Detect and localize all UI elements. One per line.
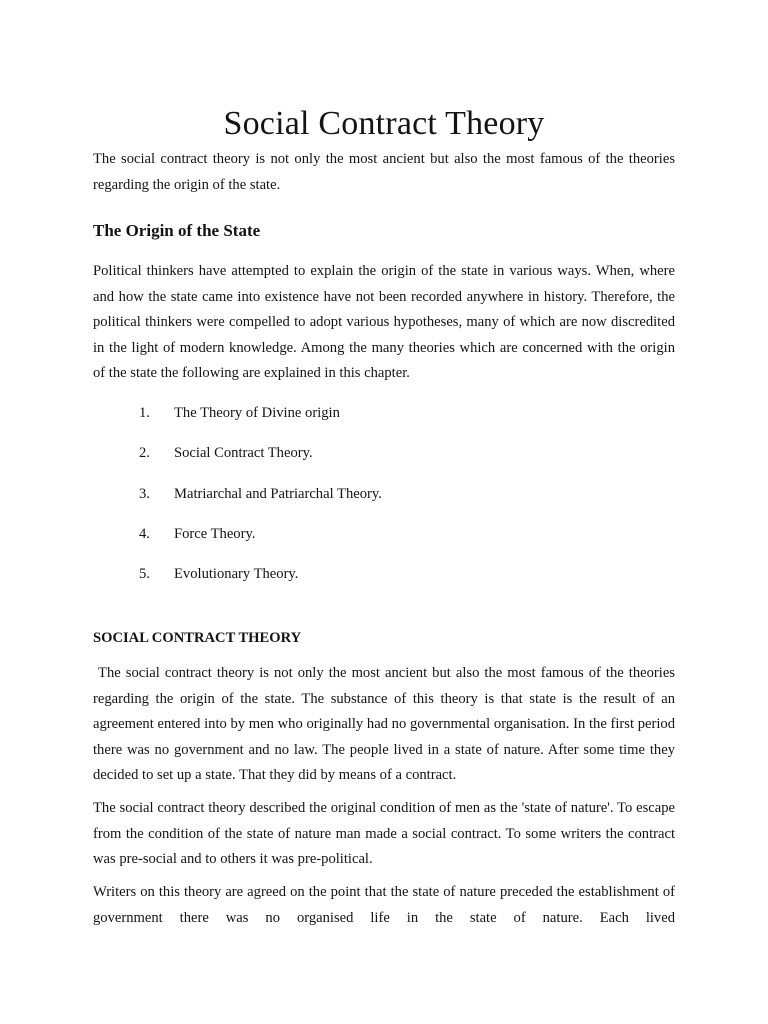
list-item-text: Matriarchal and Patriarchal Theory. — [174, 486, 382, 502]
list-item-number: 5. — [139, 566, 150, 582]
social-contract-paragraph-1: The social contract theory is not only the most ancient but also the most famous of the theories regarding the origin of the state. The substance of this theory is that state is the result of an agreement entered into by men who originally had no governmental organisation. In the first period there was no government and no law. The people lived in a state of nature. After some time they decided to set up a state. That they did by means of a contract. — [93, 665, 679, 783]
list-item-number: 1. — [139, 405, 150, 421]
list-item — [0, 403, 768, 423]
list-item-number: 3. — [139, 486, 150, 502]
origin-paragraph: Political thinkers have attempted to explain the origin of the state in various ways. When, where and how the state came into existence have not been recorded anywhere in history. Therefore, the political thinkers were compelled to adopt various hypotheses, many of which are now discredited in the light of modern knowledge. Among the many theories which are concerned with the origin of the state the following are explained in this chapter. — [93, 263, 675, 381]
list-item-text: Evolutionary Theory. — [174, 566, 299, 582]
social-contract-paragraph-2: The social contract theory described the original condition of men as the 'state of nature'. To escape from the condition of the state of nature man made a social contract. To some writers the contract was pre-social and to others it was pre-political. — [93, 800, 675, 867]
document-title: Social Contract Theory — [223, 105, 545, 142]
list-item — [0, 484, 768, 504]
list-item — [0, 524, 768, 544]
list-item-text: Force Theory. — [174, 526, 256, 542]
intro-paragraph: The social contract theory is not only the most ancient but also the most famous of the theories regarding the origin of the state. — [93, 151, 675, 193]
list-item — [0, 443, 768, 463]
section-heading-origin-of-state: The Origin of the State — [93, 221, 261, 240]
list-item-text: Social Contract Theory. — [174, 445, 313, 461]
social-contract-paragraph-3: Writers on this theory are agreed on the point that the state of nature preceded the establishment of government there was no organised life in the state of nature. Each lived — [93, 884, 675, 926]
list-item — [0, 564, 768, 584]
list-item-number: 2. — [139, 445, 150, 461]
list-item-text: The Theory of Divine origin — [174, 405, 340, 421]
list-item-number: 4. — [139, 526, 150, 542]
section-heading-social-contract-theory: SOCIAL CONTRACT THEORY — [93, 630, 302, 646]
